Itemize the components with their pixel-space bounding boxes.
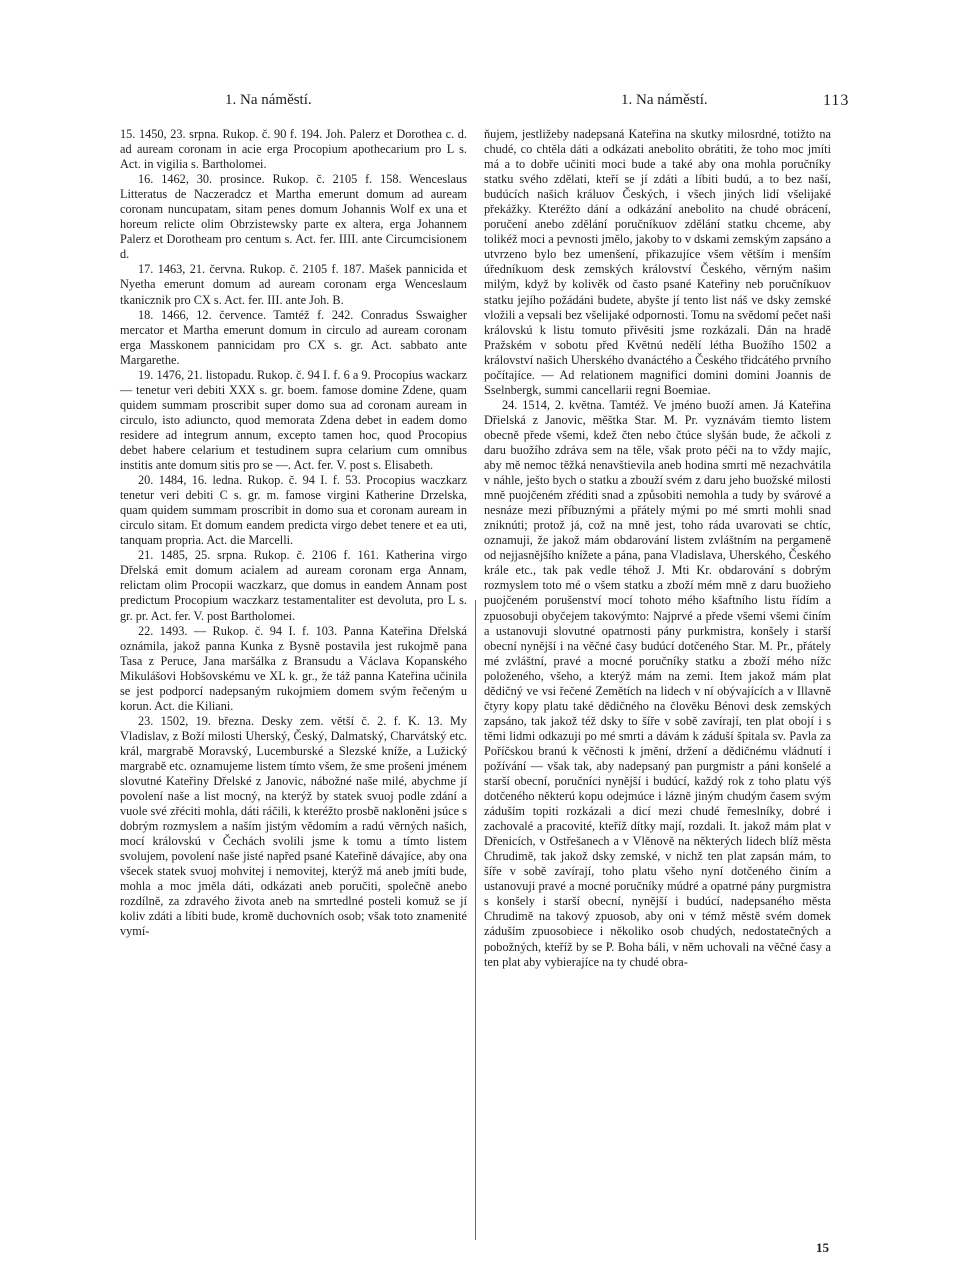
signature-mark: 15 xyxy=(816,1240,829,1255)
right-column xyxy=(484,127,831,970)
entry-19: 19. 1476, 21. listopadu. Rukop. č. 94 I. f. 6 a 9. Procopius wackarz — tenetur veri debiti XXX s. gr. boem. famose domine Zdene, quam quidem summam proscribit super domo sua ad coronam auream in circulo, isto adiuncto, quod memorata Zdena debet in eadem domo residere ad integrum annum, excepto tamen hoc, quod Procopius debet habere celarium et testudinem supra celarium cum omnibus institis ante domum sitis pro se —. Act. fer. V. post s. Elisabeth. xyxy=(120,367,467,473)
entry-18: 18. 1466, 12. července. Tamtéž f. 242. Conradus Sswaigher mercator et Martha emerunt domum in circulo ad auream coronam erga Masskonem pannicidam pro CX s. gr. Act. sabbato ante Margarethe. xyxy=(120,307,467,367)
entry-20: 20. 1484, 16. ledna. Rukop. č. 94 I. f. 53. Procopius waczkarz tenetur veri debiti C s. gr. m. famose virgini Katherine Drzelska, quam quidem summam proscribit in domo sua et coronam auream in circulo sitam. Et domum eandem predicta virgo debet tenere et ea uti, tanquam propria. Act. die Marcelli. xyxy=(120,473,467,548)
left-column xyxy=(120,127,467,940)
entry-17: 17. 1463, 21. června. Rukop. č. 2105 f. 187. Mašek pannicida et Nyetha emerunt domum ad auream coronam erga Wenceslaum tkanicznik pro CX s. Act. fer. III. ante Joh. B. xyxy=(120,262,467,307)
entry-16: 16. 1462, 30. prosince. Rukop. č. 2105 f. 158. Wenceslaus Litteratus de Naczeradcz et Martha emerunt domum ad auream coronam nuncupatam, sitam penes domum Johannis Wolf ex una et horeum relicte olim Obrzistewsky parte ex altera, erga Johannem Palerz et Dorotheam pro centum s. Act. fer. IIII. ante Circumcisionem d. xyxy=(120,172,467,262)
running-header-left: 1. Na náměstí. xyxy=(225,92,312,108)
page-number: 113 xyxy=(823,92,850,109)
entry-22: 22. 1493. — Rukop. č. 94 I. f. 103. Panna Kateřina Dřelská oznámila, jakož panna Kunka z Bysně postavila jest rukojmě pana Tasa z Peruce, Jana maršálka z Bransudu a Václava Kopanského Mikulášovi Hobšovskému ve XL k. gr., že táž panna Kateřina učinila se jest podporcí nadepsaným rukojmiem domem svým řečeným u korun. Act. die Kiliani. xyxy=(120,623,467,713)
entry-15: 15. 1450, 23. srpna. Rukop. č. 90 f. 194. Joh. Palerz et Dorothea c. d. ad auream coronam in acie erga Procopium apothecarium pro L s. Act. in vigilia s. Bartholomei. xyxy=(120,127,467,172)
column-divider xyxy=(475,600,476,1240)
entry-24: 24. 1514, 2. května. Tamtéž. Ve jméno buoží amen. Já Kateřina Dřielská z Janovic, měštka Star. M. Pr. vyznávám tiemto listem obecně přede všemi, kdež čten nebo čtúce slyšán bude, že ačkoli z daru buožího zdráva sem na těle, však proto péči na to vždy majíc, aby mě nemoc těžká nenavštievila aneb hodina smrti mě nezachvátila v náhle, ješto bych o statku a zbouží svém z daru jeho buožské milosti mně puojčeném zřéditi snad a způsobiti nemohla a tudy by svárové a nesnáze mezi příbuznými a přátely mými po mé smrti mohli snad zniknúti; protož já, což na mně jest, toho ráda uvarovati se chtíc, oznamuji, že jakož mám obdarování listem zvláštním na pergameně od nejjasnějšího knížete a pána, pana Vladislava, Uherského, Českého krále etc., tak pak vedle téhož J. Mti Kr. obdarování s dobrým rozmyslem toto mé o všem statku a zboží mém mně z daru buožieho puojčeném porušenství mocí tohoto mého kšaftního listu řídím a zpuosobuji obyčejem takovýmto: Najprvé a přede všemi všemi činím a ustanovuji slovutné opatrnosti pány purkmistra, konšely i starší obecní nynější i na věčné časy budúcí dotčeného Star. M. Pr., přátely mé zvláštní, pravé a mocné poručníky statku a zboží mého nížc položeného, všeho, a kterýž mám na zemi. Item jakož mám plat dědičný ve vsi řečené Zemětích na lidech v ní obývajících a v Illavně čtyry kopy platu také dědičného na člověku Bénovi desk zemských zapsáno, tak jakož též dsky to šíře v sobě zavírají, ten plat obojí i s těmi lidmi odkazuji po mé smrti a dávám k záduší špitala sv. Pavla za Poříčskou branú k věčnosti k jmění, držení a dědičnému vládnutí i požívání — však tak, aby nadepsaný pan purgmistr a páni konšelé a starší obecní, poručníci nynější i budúcí, každý rok z toho platu výš dotčeného některú kopu odejmúce i lázně jiným chudým časem svým záduším topiti rozkázali a dicí mezi chudé řemeslníky, dobré i zachovalé a pracovité, kteříž dítky mají, rozdali. It. jakož mám plat v Dřenicích, v Ostřešanech a v Vlěnově na některých lidech blíž města Chrudimě, tak jakož dsky zemské, v nichž ten plat zapsán mám, to šíře v sobě zavírají, toho platu všeho nyní dotčeného činím a ustanovuji pravé a mocné poručníky múdré a opatrné pány purgmistra s konšely i starší obecní, nynější i budúcí, nadepsaného města Chrudimě na takový zpuosob, aby oni v témž městě svém domek záduším zpuosobiece i několiko osob chudých, nedostatečných a pobožných, kteříž by se P. Boha báli, v něm uchovali na věčné časy a ten plat aby vybierajíce na ty chudé obra- xyxy=(484,397,831,969)
entry-21: 21. 1485, 25. srpna. Rukop. č. 2106 f. 161. Katherina virgo Dřelská emit domum acialem ad auream coronam erga Annam, relictam olim Procopii waczkarz, que domus in eandem Annam post predictum Procopium waczkarz testamentaliter est devoluta, pro L s. gr. pr. Act. fer. V. post Bartholomei. xyxy=(120,548,467,623)
entry-23: 23. 1502, 19. března. Desky zem. větší č. 2. f. K. 13. My Vladislav, z Boží milosti Uherský, Český, Dalmatský, Charvátský etc. král, margrabě Moravský, Lucemburské a Slezské kníže, a Lužický margrabě etc. oznamujeme listem tímto všem, že sme prošeni jménem slovutné Kateřiny Dřelské z Janovic, nábožné naše milé, abychme jí povolení naše a list mocný, na kterýž by statek svuoj podle zdání a vuole své zřéciti mohla, dáti ráčili, k kteréžto prosbě nakloněni jsúce s dobrým rozmyslem a naším jistým vědomím a radú věrných našich, mocí královskú v Čechách svolili jsme k tomu a tímto listem svolujem, povolení naše jisté napřed psané Kateřině dávajíce, aby ona všecek statek svuoj mohvitej i nemovitej, kterýž má aneb jmíti bude, mohla a moc jměla dáti, odkázati aneb poručiti, společně anebo rozdílně, za zdravého života aneb na smrtedlné posteli komuž se jí koliv zdáti a líbiti bude, kromě duchovních osob; však toto znamenité vymí- xyxy=(120,713,467,939)
running-header-right: 1. Na náměstí. xyxy=(621,92,708,108)
entry-23-continued: ňujem, jestližeby nadepsaná Kateřina na skutky milosrdné, totižto na chudé, co chtěla dáti a odkázati anebolito obrátiti, že toho moc jmíti má a to dobře učiniti moci bude a také aby ona mohla poručníky statku svého zdělati, kteří se jí zdáti a líbiti budú, a to bez naší, budúcích našich králuov Českých, i všech jiných lidí všelijaké překážky. Kteréžto dání a odkázání anebolito na chudé obrácení, poručení anebo zdělání poručníkuov zdělání statku chceme, aby tolikéž moci a pevnosti jmělo, jakoby to v dskami zemským zapsáno a utvrzeno bylo bez umenšení, přikazujíce všem větším i menším úředníkuom desk zemských království Českého, věrným našim milým, když by kolivěk od často psané Kateřiny neb poručníkuov statku jejího požádáni budete, abyšte jí tento list náš ve dsky zemské vložili a vepsali bez všelijaké odpornosti. Tomu na svědomí pečet naši královskú k listu tomuto přivěsiti jsme rozkázali. Dán na hradě Pražském v sobotu před Květnú nedělí létha Buožího 1502 a království našich Uherského dvanáctého a Českého třidcátého prvního počítajíce. — Ad relationem magnifici domini domini Joannis de Sselnbergk, summi cancellarii regni Boemiae. xyxy=(484,127,831,397)
